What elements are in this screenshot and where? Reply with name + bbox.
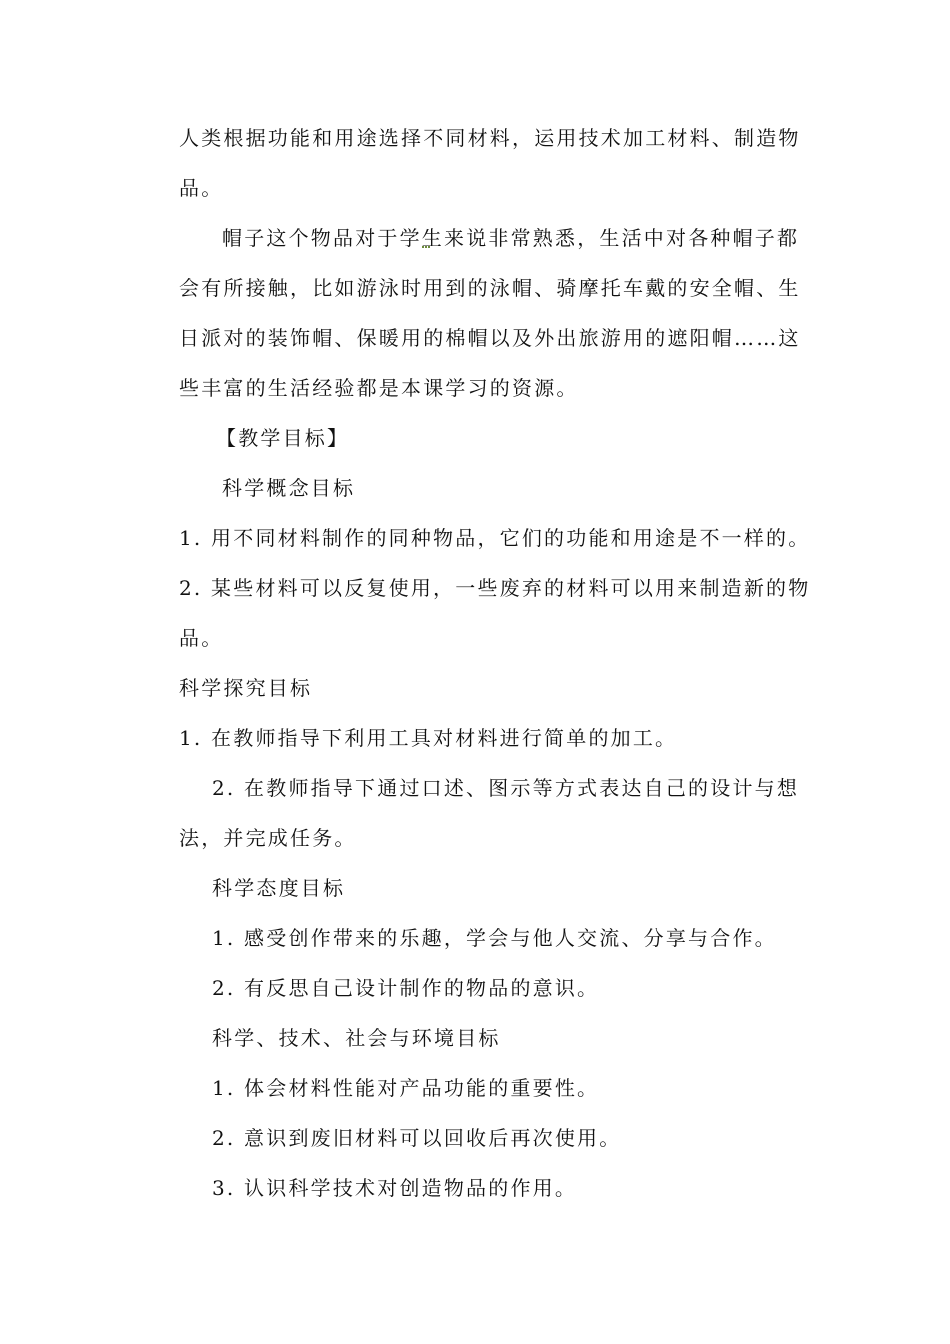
paragraph-line: 些丰富的生活经验都是本课学习的资源。 — [179, 376, 579, 400]
subsection-heading: 科学探究目标 — [179, 676, 313, 700]
list-item: 1. 感受创作带来的乐趣，学会与他人交流、分享与合作。 — [212, 926, 777, 950]
list-item: 2. 某些材料可以反复使用，一些废弃的材料可以用来制造新的物 — [179, 576, 811, 600]
list-item: 2. 在教师指导下通过口述、图示等方式表达自己的设计与想 — [212, 776, 800, 800]
paragraph-line: 会有所接触，比如游泳时用到的泳帽、骑摩托车戴的安全帽、生 — [179, 276, 801, 300]
paragraph-line: 人类根据功能和用途选择不同材料，运用技术加工材料、制造物 — [179, 126, 801, 150]
list-item: 1. 在教师指导下利用工具对材料进行简单的加工。 — [179, 726, 678, 750]
spellcheck-mark — [422, 242, 430, 248]
section-heading: 【教学目标】 — [216, 426, 350, 450]
list-item: 3. 认识科学技术对创造物品的作用。 — [212, 1176, 578, 1200]
list-item-continuation: 品。 — [179, 626, 224, 650]
subsection-heading: 科学、技术、社会与环境目标 — [212, 1026, 501, 1050]
list-item: 2. 有反思自己设计制作的物品的意识。 — [212, 976, 600, 1000]
paragraph-line: 品。 — [179, 176, 224, 200]
subsection-heading: 科学态度目标 — [212, 876, 346, 900]
list-item: 1. 用不同材料制作的同种物品，它们的功能和用途是不一样的。 — [179, 526, 811, 550]
paragraph-line: 帽子这个物品对于学生来说非常熟悉，生活中对各种帽子都 — [222, 226, 800, 250]
list-item: 2. 意识到废旧材料可以回收后再次使用。 — [212, 1126, 622, 1150]
subsection-heading: 科学概念目标 — [222, 476, 356, 500]
list-item: 1. 体会材料性能对产品功能的重要性。 — [212, 1076, 600, 1100]
paragraph-line: 日派对的装饰帽、保暖用的棉帽以及外出旅游用的遮阳帽……这 — [179, 326, 801, 350]
list-item-continuation: 法，并完成任务。 — [179, 826, 357, 850]
